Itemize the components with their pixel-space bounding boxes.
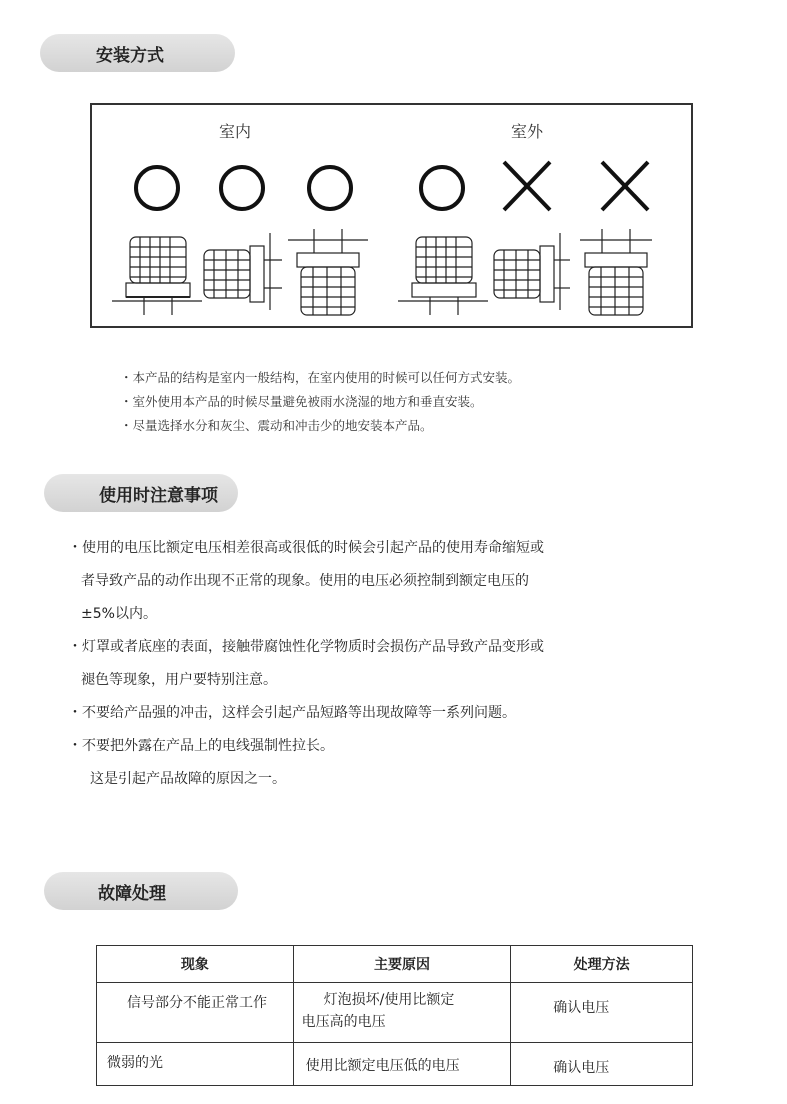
action-text: 确认电压 [553, 1000, 610, 1016]
column-header-symptom: 现象 [97, 946, 294, 983]
symptom-text: 微弱的光 [107, 1054, 163, 1071]
lamp-sideways-icon [204, 233, 282, 310]
ok-mark-icon [221, 167, 263, 209]
list-item: ±5%以内。 [81, 606, 157, 622]
fault-section-heading [44, 872, 238, 910]
list-item: 者导致产品的动作出现不正常的现象。使用的电压必须控制到额定电压的 [81, 573, 529, 589]
install-section-title: 安装方式 [96, 45, 164, 66]
diagram-drawing [92, 105, 695, 330]
ng-mark-icon [504, 162, 550, 210]
symptom-cell [97, 983, 294, 1043]
ok-mark-icon [421, 167, 463, 209]
fault-table [96, 945, 693, 1086]
list-item: ・尽量选择水分和灰尘、震动和冲击少的地安装本产品。 [120, 418, 433, 433]
lamp-sideways-icon [494, 233, 570, 310]
list-item: 褪色等现象，用户要特别注意。 [81, 672, 277, 688]
list-item: ・室外使用本产品的时候尽量避免被雨水浇湿的地方和垂直安装。 [120, 394, 483, 409]
ok-mark-icon [309, 167, 351, 209]
ok-mark-icon [136, 167, 178, 209]
list-item: 这是引起产品故障的原因之一。 [90, 771, 286, 787]
list-item: ・本产品的结构是室内一般结构，在室内使用的时候可以任何方式安装。 [120, 370, 521, 385]
lamp-hanging-icon [288, 229, 368, 315]
symptom-text: 信号部分不能正常工作 [127, 995, 267, 1011]
cause-text-line1: 灯泡损坏/使用比额定 [323, 992, 455, 1008]
cause-cell [293, 1042, 511, 1085]
ng-mark-icon [602, 162, 648, 210]
table-row [97, 983, 693, 1043]
column-header-cause: 主要原因 [293, 946, 511, 983]
indoor-label: 室内 [219, 122, 252, 141]
notes-section-heading [44, 474, 238, 512]
outdoor-label: 室外 [511, 122, 544, 141]
action-cell [511, 983, 693, 1043]
column-header-action: 处理方法 [511, 946, 693, 983]
lamp-hanging-icon [580, 229, 652, 315]
lamp-upright-icon [398, 237, 488, 315]
list-item: ・灯罩或者底座的表面，接触带腐蚀性化学物质时会损伤产品导致产品变形或 [68, 639, 544, 655]
list-item: ・使用的电压比额定电压相差很高或很低的时候会引起产品的使用寿命缩短或 [68, 540, 544, 556]
symptom-cell [97, 1042, 294, 1085]
fault-section-title: 故障处理 [98, 883, 166, 904]
cause-text: 使用比额定电压低的电压 [305, 1057, 460, 1074]
notes-section-title: 使用时注意事项 [99, 485, 218, 506]
list-item: ・不要给产品强的冲击，这样会引起产品短路等出现故障等一系列问题。 [68, 705, 516, 721]
table-header-row [97, 946, 693, 983]
cause-cell [293, 983, 511, 1043]
install-notes-list [120, 366, 520, 438]
action-text: 确认电压 [553, 1059, 610, 1076]
list-item: ・不要把外露在产品上的电线强制性拉长。 [68, 738, 334, 754]
table-row [97, 1042, 693, 1085]
cause-text-line2: 电压高的电压 [301, 1014, 386, 1030]
install-section-heading [40, 34, 235, 72]
action-cell [511, 1042, 693, 1085]
lamp-upright-icon [112, 237, 202, 315]
install-orientation-diagram [90, 103, 693, 328]
